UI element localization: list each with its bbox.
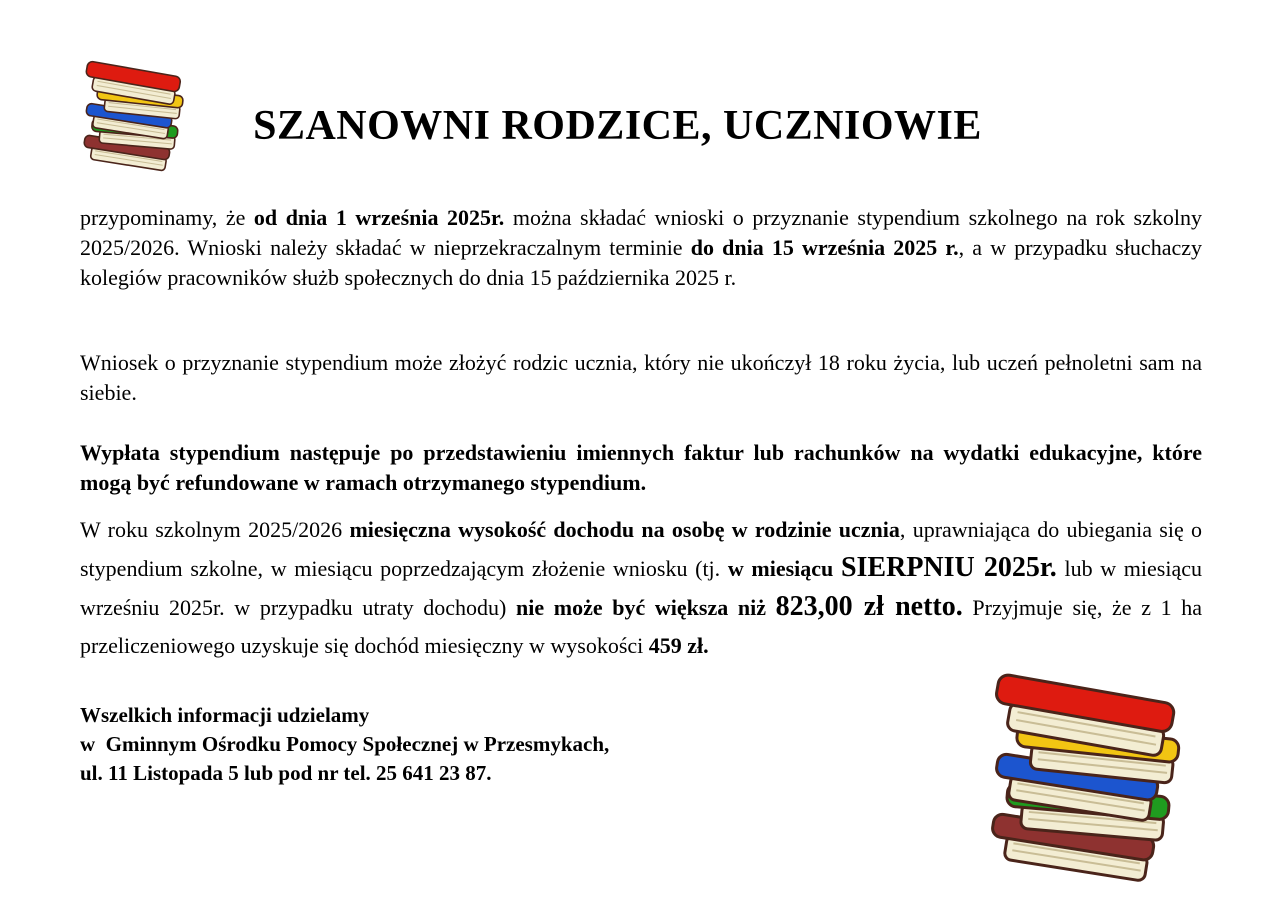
book-stack-image (990, 672, 1198, 872)
contact-line-2: w Gminnym Ośrodku Pomocy Społecznej w Przesmykach, (80, 732, 610, 756)
text-run-bold: nie może być większa niż (516, 595, 776, 620)
paragraph-deadlines (80, 203, 1202, 293)
text-run-bold: od dnia 1 września 2025r. (253, 205, 505, 230)
text-run-bold-large: SIERPNIU 2025r. (840, 552, 1057, 583)
contact-line-3: ul. 11 Listopada 5 lub pod nr tel. 25 641 23 87. (80, 761, 492, 785)
text-run-bold: miesięczna wysokość dochodu na osobę w rodzinie ucznia (349, 517, 900, 542)
text-run: lub w miesiącu wrześniu 2025r. w przypadku utraty dochodu) (80, 556, 1202, 620)
book-stack-image (990, 672, 1198, 872)
text-run: , a w przypadku słuchaczy kolegiów pracowników służb społecznych do dnia 15 października 2025 r. (80, 235, 1202, 290)
paragraph-who-can-apply: Wniosek o przyznanie stypendium może złożyć rodzic ucznia, który nie ukończył 18 roku życia, lub uczeń pełnoletni sam na siebie. (80, 350, 1202, 405)
text-run: W roku szkolnym 2025/2026 (80, 517, 350, 542)
text-run-bold-large: 823,00 zł netto. (775, 591, 963, 622)
page-title: SZANOWNI RODZICE, UCZNIOWIE (253, 103, 982, 149)
text-run: przypominamy, że (80, 205, 254, 230)
text-run-bold: do dnia 15 września 2025 r. (690, 235, 959, 260)
text-run: , uprawniająca do ubiegania się o stypendium szkolne, w miesiącu poprzedzającym złożenie wniosku (tj. (80, 517, 1203, 581)
contact-info (80, 701, 820, 788)
paragraph-payment-conditions: Wypłata stypendium następuje po przedstawieniu imiennych faktur lub rachunków na wydatki edukacyjne, które mogą być refundowane w ramach otrzymanego stypendium. (80, 440, 1202, 495)
text-run-bold: w miesiącu (727, 556, 841, 581)
text-run: można składać wnioski o przyznanie stypendium szkolnego na rok szkolny 2025/2026. Wnioski należy składać w nieprzekraczalnym terminie (80, 205, 1202, 260)
text-run: Przyjmuje się, że z 1 ha przeliczeniowego uzyskuje się dochód miesięczny w wysokości (80, 595, 1202, 658)
contact-line-1: Wszelkich informacji udzielamy (80, 703, 370, 727)
text-run-bold: 459 zł. (648, 633, 709, 658)
paragraph-income-threshold (80, 511, 1202, 665)
